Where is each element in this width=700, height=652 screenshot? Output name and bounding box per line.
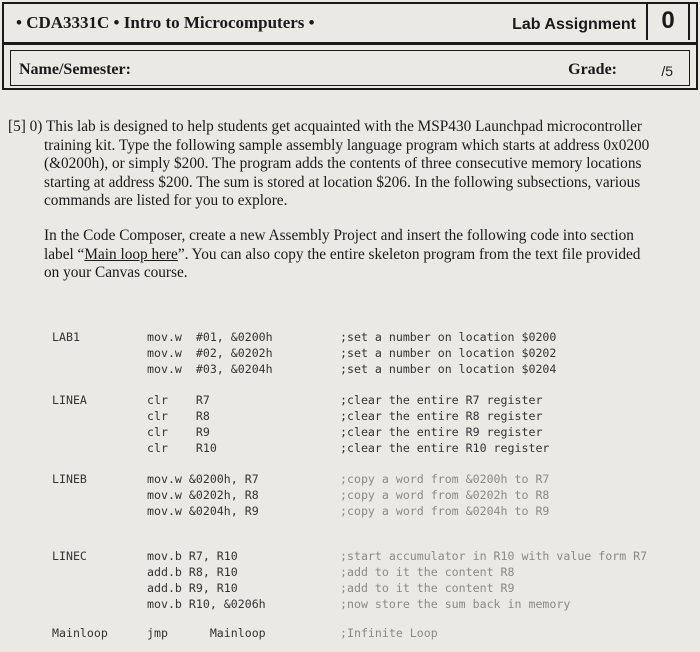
code-comment: ;set a number on location $0200	[340, 330, 557, 344]
code-instruction: clr R8	[147, 409, 210, 423]
code-comment: ;clear the entire R9 register	[340, 425, 543, 439]
code-label: LINEB	[52, 472, 87, 486]
code-comment: ;copy a word from &0202h to R8	[340, 488, 550, 502]
code-comment: ;clear the entire R7 register	[340, 393, 543, 407]
code-label: LINEC	[52, 549, 87, 563]
code-instruction: mov.w &0202h, R8	[147, 488, 259, 502]
code-instruction: mov.w #03, &0204h	[147, 362, 273, 376]
lab-number: 0	[646, 4, 690, 40]
code-instruction: add.b R9, R10	[147, 581, 238, 595]
header-box	[2, 2, 698, 90]
code-instruction: mov.b R7, R10	[147, 549, 238, 563]
code-comment: ;add to it the content R9	[340, 581, 515, 595]
code-comment: ;add to it the content R8	[340, 565, 515, 579]
intro-line: [5] 0) This lab is designed to help students get acquainted with the MSP430 Launchpad microcontroller	[8, 118, 642, 135]
grade-value: /5	[661, 63, 673, 79]
code-comment: ;now store the sum back in memory	[340, 597, 571, 611]
code-comment: ;set a number on location $0202	[340, 346, 557, 360]
intro-line: commands are listed for you to explore.	[44, 192, 288, 209]
header-top-row	[4, 4, 696, 45]
code-comment: ;start accumulator in R10 with value form R7	[340, 549, 648, 563]
code-comment: ;clear the entire R8 register	[340, 409, 543, 423]
code-label: LINEA	[52, 393, 87, 407]
code-comment: ;copy a word from &0204h to R9	[340, 504, 550, 518]
code-label: LAB1	[52, 330, 80, 344]
instructions-line: In the Code Composer, create a new Assembly Project and insert the following code into section	[44, 227, 634, 244]
code-comment: ;set a number on location $0204	[340, 362, 557, 376]
instructions-text: ”. You can also copy the entire skeleton program from the text file provided	[177, 245, 641, 263]
code-instruction: mov.w #02, &0202h	[147, 346, 273, 360]
instructions-text: label “	[44, 245, 85, 263]
instructions-paragraph	[44, 227, 694, 283]
intro-line: training kit. Type the following sample assembly language program which starts at address 0x0200	[44, 136, 650, 154]
code-instruction: clr R7	[147, 393, 210, 407]
intro-paragraph	[8, 118, 693, 211]
code-comment: ;clear the entire R10 register	[340, 441, 550, 455]
code-instruction: mov.w &0204h, R9	[147, 504, 259, 518]
code-label: Mainloop	[52, 626, 108, 640]
main-loop-label: Main loop here	[84, 245, 178, 263]
code-instruction: add.b R8, R10	[147, 565, 238, 579]
intro-line: (&0200h), or simply $200. The program adds the contents of three consecutive memory locations	[44, 155, 642, 172]
code-comment: ;copy a word from &0200h to R7	[340, 472, 550, 486]
intro-line: starting at address $200. The sum is stored at location $206. In the following subsections, various	[44, 173, 641, 191]
lab-assignment-label: Lab Assignment	[512, 16, 636, 33]
name-semester-label: Name/Semester:	[19, 61, 131, 78]
code-instruction: clr R10	[147, 441, 217, 455]
grade-label: Grade:	[568, 61, 617, 78]
code-instruction: clr R9	[147, 425, 210, 439]
code-comment: ;Infinite Loop	[340, 626, 438, 640]
code-instruction: mov.w &0200h, R7	[147, 472, 259, 486]
code-instruction: mov.w #01, &0200h	[147, 330, 273, 344]
code-instruction: jmp Mainloop	[147, 626, 266, 640]
course-title: • CDA3331C • Intro to Microcomputers •	[16, 13, 315, 32]
instructions-line	[44, 246, 694, 265]
instructions-line: on your Canvas course.	[44, 264, 188, 281]
code-instruction: mov.b R10, &0206h	[147, 597, 266, 611]
name-grade-row	[10, 50, 690, 86]
